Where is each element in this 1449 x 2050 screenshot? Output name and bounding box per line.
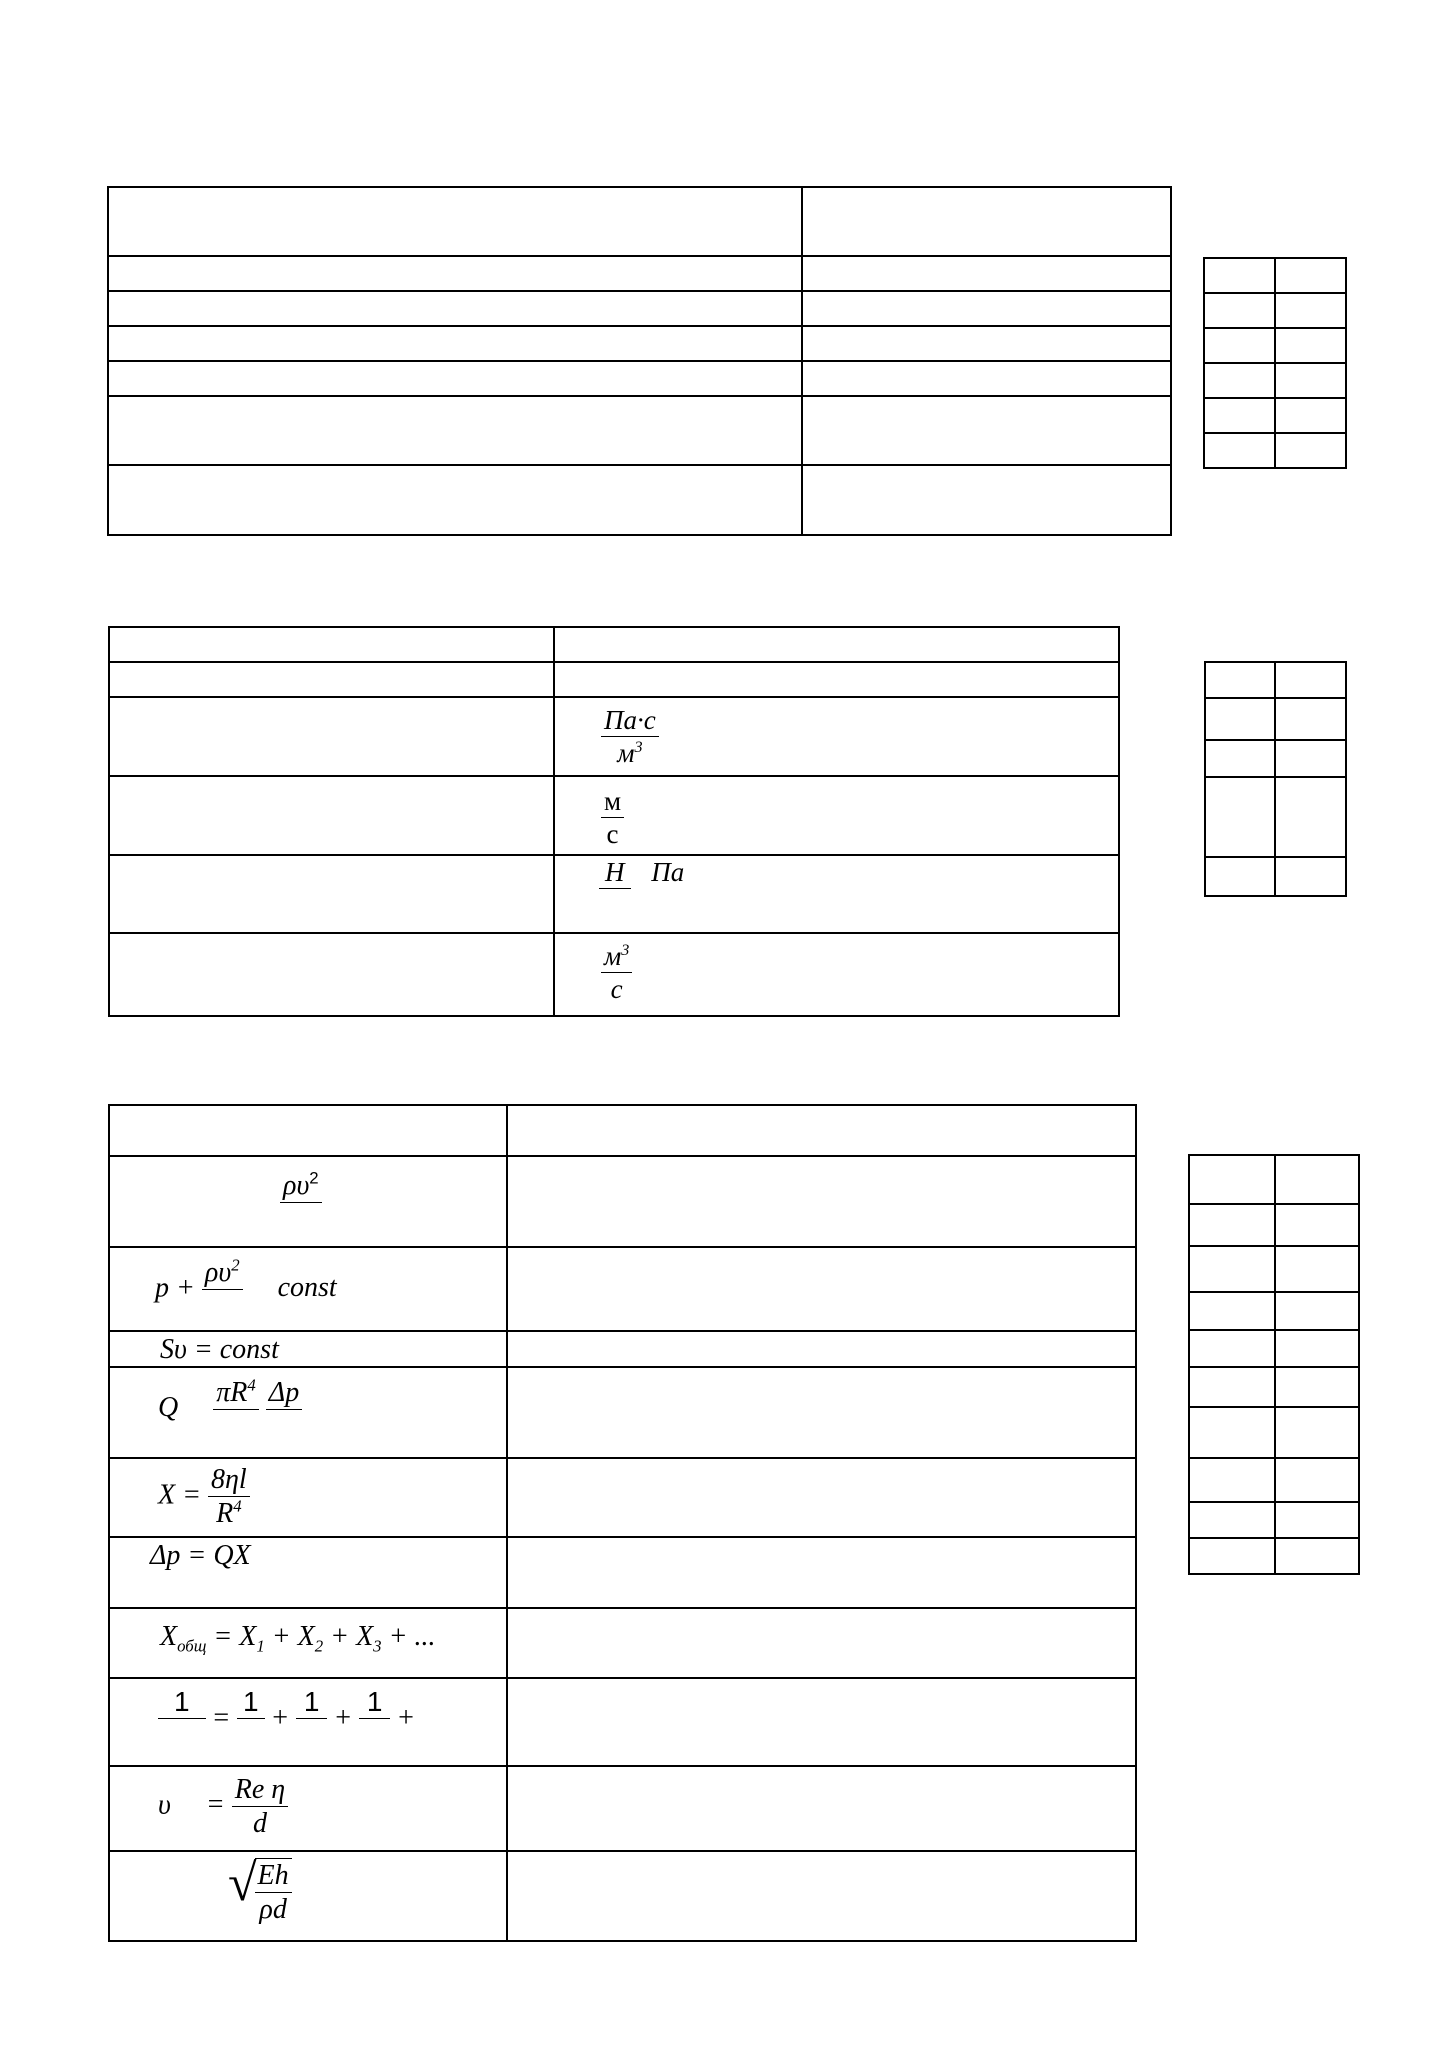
answer-cell[interactable] xyxy=(1204,328,1275,363)
answer-cell[interactable] xyxy=(1204,363,1275,398)
answer-cell[interactable] xyxy=(1275,1204,1359,1246)
answer-grid-3 xyxy=(1188,1154,1360,1575)
answer-cell[interactable] xyxy=(1205,698,1275,740)
answer-cell[interactable] xyxy=(1189,1502,1275,1538)
answer-cell[interactable] xyxy=(1189,1292,1275,1330)
table-2-cell xyxy=(109,855,554,933)
formula-critical-velocity: υ = $\frac{\text{Re η}}{d}$ xyxy=(109,1766,507,1851)
formula-pressure-drop: Δp = QX xyxy=(109,1537,507,1608)
table-1-cell xyxy=(802,465,1171,535)
answer-cell[interactable] xyxy=(1189,1246,1275,1292)
table-3-cell xyxy=(507,1367,1136,1458)
formula-bernoulli: p + $\rho\upsilon^2$ const xyxy=(109,1247,507,1331)
answer-cell[interactable] xyxy=(1275,1330,1359,1367)
table-3-cell xyxy=(507,1156,1136,1247)
table-2-cell xyxy=(109,697,554,776)
answer-cell[interactable] xyxy=(1189,1204,1275,1246)
table-1-cell xyxy=(802,361,1171,396)
answer-cell[interactable] xyxy=(1204,433,1275,468)
table-2-cell xyxy=(554,662,1119,697)
table-1-cell xyxy=(108,396,802,465)
answer-cell[interactable] xyxy=(1275,1246,1359,1292)
answer-cell[interactable] xyxy=(1275,1407,1359,1458)
table-1 xyxy=(107,186,1172,536)
table-1-cell xyxy=(108,465,802,535)
table-3 xyxy=(108,1104,1137,1942)
table-3-cell xyxy=(507,1851,1136,1941)
answer-cell[interactable] xyxy=(1275,698,1346,740)
answer-grid-2 xyxy=(1204,661,1347,897)
formula-series-resistance: $X_{общ} = X_1 + X_2 + X_3$ + ... xyxy=(109,1608,507,1678)
answer-cell[interactable] xyxy=(1275,433,1346,468)
answer-cell[interactable] xyxy=(1189,1458,1275,1502)
answer-cell[interactable] xyxy=(1189,1407,1275,1458)
table-3-header-cell-1 xyxy=(109,1105,507,1156)
table-2-cell xyxy=(109,933,554,1016)
table-3-cell xyxy=(507,1247,1136,1331)
answer-cell[interactable] xyxy=(1275,363,1346,398)
answer-cell[interactable] xyxy=(1205,857,1275,896)
table-1-cell xyxy=(108,326,802,361)
table-3-cell xyxy=(507,1608,1136,1678)
answer-cell[interactable] xyxy=(1275,1155,1359,1204)
answer-cell[interactable] xyxy=(1189,1155,1275,1204)
answer-cell[interactable] xyxy=(1275,1292,1359,1330)
answer-cell[interactable] xyxy=(1275,258,1346,293)
answer-cell[interactable] xyxy=(1204,398,1275,433)
table-3-header-cell-2 xyxy=(507,1105,1136,1156)
answer-cell[interactable] xyxy=(1275,662,1346,698)
formula-moens-korteweg: √ $\frac{Eh}{\rho d}$ xyxy=(109,1851,507,1941)
table-2-header-cell-1 xyxy=(109,627,554,662)
answer-cell[interactable] xyxy=(1189,1538,1275,1574)
table-3-cell xyxy=(507,1537,1136,1608)
answer-cell[interactable] xyxy=(1275,293,1346,328)
answer-cell[interactable] xyxy=(1189,1330,1275,1367)
table-2-cell xyxy=(109,662,554,697)
answer-cell[interactable] xyxy=(1189,1367,1275,1407)
answer-cell[interactable] xyxy=(1275,740,1346,777)
table-1-cell xyxy=(108,256,802,291)
formula-hydraulic-resistance: X = $\frac{8\eta l}{R^4}$ xyxy=(109,1458,507,1537)
table-1-cell xyxy=(802,291,1171,326)
table-1-cell xyxy=(802,326,1171,361)
answer-cell[interactable] xyxy=(1275,857,1346,896)
answer-cell[interactable] xyxy=(1275,1458,1359,1502)
unit-pressure: Н Па xyxy=(554,855,1119,933)
unit-velocity: $\frac{м}{с}$ xyxy=(554,776,1119,855)
table-3-cell xyxy=(507,1766,1136,1851)
answer-cell[interactable] xyxy=(1205,777,1275,857)
table-2 xyxy=(108,626,1120,1017)
answer-grid-1 xyxy=(1203,257,1347,469)
unit-viscous-resistance: $\frac{Па\cdot с}{м^3}$ xyxy=(554,697,1119,776)
formula-dynamic-pressure: $\rho\upsilon^2$ xyxy=(109,1156,507,1247)
table-2-header-cell-2 xyxy=(554,627,1119,662)
formula-parallel-resistance: 1 = 1 + 1 + 1 + xyxy=(109,1678,507,1766)
answer-cell[interactable] xyxy=(1204,258,1275,293)
table-1-cell xyxy=(108,291,802,326)
table-1-header-cell-1 xyxy=(108,187,802,256)
answer-cell[interactable] xyxy=(1275,1502,1359,1538)
unit-flow-rate: $\frac{м^3}{с}$ xyxy=(554,933,1119,1016)
table-3-cell xyxy=(507,1458,1136,1537)
table-1-header-cell-2 xyxy=(802,187,1171,256)
answer-cell[interactable] xyxy=(1275,398,1346,433)
answer-cell[interactable] xyxy=(1204,293,1275,328)
table-1-cell xyxy=(802,256,1171,291)
answer-cell[interactable] xyxy=(1275,1538,1359,1574)
table-1-cell xyxy=(108,361,802,396)
answer-cell[interactable] xyxy=(1275,1367,1359,1407)
table-3-cell xyxy=(507,1331,1136,1367)
answer-cell[interactable] xyxy=(1205,740,1275,777)
answer-cell[interactable] xyxy=(1275,328,1346,363)
formula-poiseuille: Q $\pi R^4$ Δp xyxy=(109,1367,507,1458)
formula-continuity: Sυ = const xyxy=(109,1331,507,1367)
table-2-cell xyxy=(109,776,554,855)
answer-cell[interactable] xyxy=(1205,662,1275,698)
answer-cell[interactable] xyxy=(1275,777,1346,857)
table-1-cell xyxy=(802,396,1171,465)
table-3-cell xyxy=(507,1678,1136,1766)
